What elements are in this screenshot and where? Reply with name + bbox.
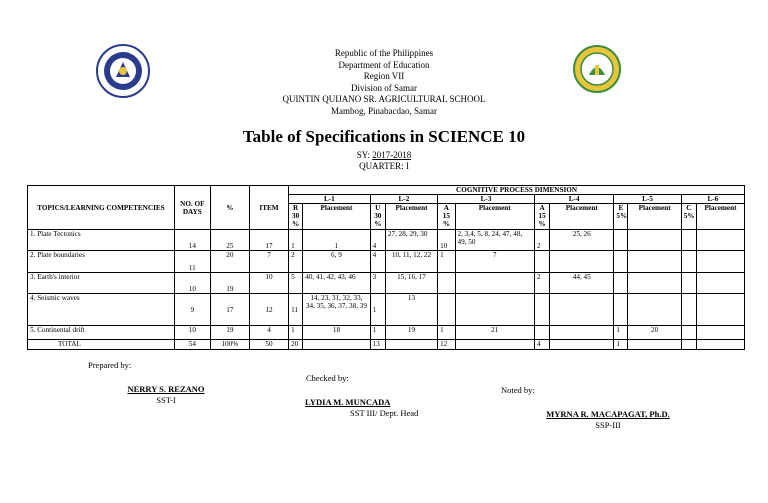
- cell: [681, 230, 696, 251]
- days-cell: 10: [174, 273, 210, 294]
- cell: [614, 251, 628, 273]
- cell: [697, 326, 745, 340]
- header-level-1: L-1: [289, 195, 371, 204]
- checked-label: Checked by:: [306, 373, 349, 383]
- cell: [697, 273, 745, 294]
- header-topics: TOPICS/LEARNING COMPETENCIES: [28, 186, 175, 230]
- sy-value: 2017-2018: [372, 150, 412, 160]
- cell: 20: [628, 326, 681, 340]
- cell: [614, 294, 628, 326]
- table-row: [28, 326, 745, 340]
- header-sub: U 30 %: [370, 204, 385, 230]
- header-sub: Placement: [303, 204, 370, 230]
- cell: [681, 294, 696, 326]
- cell: 1: [614, 326, 628, 340]
- cell: 10: [438, 230, 455, 251]
- cell: [550, 294, 614, 326]
- cell: 11: [289, 294, 303, 326]
- total-item: 50: [249, 340, 288, 350]
- item-cell: 7: [249, 251, 288, 273]
- header-sub: R 30 %: [289, 204, 303, 230]
- header-sub: Placement: [455, 204, 534, 230]
- item-cell: 10: [249, 273, 288, 294]
- cell: [614, 273, 628, 294]
- noted-label: Noted by:: [501, 385, 535, 395]
- header-line: Region VII: [363, 71, 405, 81]
- cell: 5: [289, 273, 303, 294]
- document-header: [0, 48, 768, 117]
- prepared-name: NERRY S. REZANO: [127, 384, 205, 394]
- prepared-label: Prepared by:: [88, 360, 132, 370]
- cell: [550, 251, 614, 273]
- cell: 1: [289, 326, 303, 340]
- cell: 2: [534, 273, 549, 294]
- cell: 4: [370, 230, 385, 251]
- document-title: Table of Specifications in SCIENCE 10: [242, 127, 526, 146]
- cell: 10, 11, 12, 22: [385, 251, 437, 273]
- cell: 1: [438, 326, 455, 340]
- header-sub: Placement: [628, 204, 681, 230]
- cell: [697, 340, 745, 350]
- cell: [681, 340, 696, 350]
- cell: 19: [385, 326, 437, 340]
- cell: [681, 251, 696, 273]
- cell: [438, 273, 455, 294]
- header-level-2: L-2: [370, 195, 437, 204]
- cell: [534, 251, 549, 273]
- total-percent: 100%: [210, 340, 249, 350]
- prepared-title: SST-I: [156, 395, 176, 405]
- days-cell: 10: [174, 326, 210, 340]
- cell: 2: [289, 251, 303, 273]
- cell: 13: [385, 294, 437, 326]
- cell: 2, 3,4, 5, 8, 24, 47, 48, 49, 50: [455, 230, 534, 251]
- days-cell: 9: [174, 294, 210, 326]
- cell: [628, 273, 681, 294]
- percent-cell: 20: [210, 251, 249, 273]
- cell: [550, 340, 614, 350]
- header-sub: A 15 %: [534, 204, 549, 230]
- percent-cell: 19: [210, 326, 249, 340]
- cell: [697, 251, 745, 273]
- cell: [534, 326, 549, 340]
- cell: [628, 230, 681, 251]
- header-item: ITEM: [249, 186, 288, 230]
- sy-label: SY:: [356, 150, 370, 160]
- cell: [681, 326, 696, 340]
- cell: 2: [534, 230, 549, 251]
- cell: 1: [289, 230, 303, 251]
- cell: [628, 294, 681, 326]
- header-line: QUINTIN QUIJANO SR. AGRICULTURAL SCHOOL: [282, 94, 486, 104]
- cell: [455, 340, 534, 350]
- table-row: [28, 251, 745, 273]
- cell: [385, 340, 437, 350]
- total-label: TOTAL: [28, 340, 175, 350]
- item-cell: 12: [249, 294, 288, 326]
- header-percent: %: [210, 186, 249, 230]
- school-year-block: [0, 150, 768, 172]
- cell: 18: [303, 326, 370, 340]
- cell: 1: [614, 340, 628, 350]
- table-row: [28, 273, 745, 294]
- cell: [681, 273, 696, 294]
- topic-cell: 3. Earth's interior: [28, 273, 175, 294]
- topic-cell: 4. Seismic waves: [28, 294, 175, 326]
- header-level-5: L-5: [614, 195, 681, 204]
- cell: 1: [370, 294, 385, 326]
- cell: [697, 294, 745, 326]
- total-days: 54: [174, 340, 210, 350]
- cell: 40, 41, 42, 43, 46: [303, 273, 370, 294]
- header-line: Mambog, Pinabacdao, Samar: [331, 105, 437, 116]
- cell: 21: [455, 326, 534, 340]
- header-level-6: L-6: [681, 195, 744, 204]
- header-cognitive: COGNITIVE PROCESS DIMENSION: [289, 186, 745, 195]
- cell: [614, 230, 628, 251]
- header-sub: Placement: [385, 204, 437, 230]
- header-line: Department of Education: [338, 59, 430, 70]
- topic-cell: 2. Plate boundaries: [28, 251, 175, 273]
- cell: 6, 9: [303, 251, 370, 273]
- header-level-4: L-4: [534, 195, 613, 204]
- item-cell: 4: [249, 326, 288, 340]
- cell: 44, 45: [550, 273, 614, 294]
- cell: [550, 326, 614, 340]
- cell: [534, 294, 549, 326]
- header-sub: E 5%: [614, 204, 628, 230]
- header-sub: Placement: [550, 204, 614, 230]
- checked-name: LYDIA M. MUNCADA: [305, 397, 391, 407]
- header-sub: Placement: [697, 204, 745, 230]
- header-sub: A 15 %: [438, 204, 455, 230]
- header-line: Division of Samar: [351, 82, 417, 93]
- header-sub: C 5%: [681, 204, 696, 230]
- noted-title: SSP-III: [595, 420, 621, 430]
- days-cell: 14: [174, 230, 210, 251]
- cell: 14, 23, 31, 32, 33, 34, 35, 36, 37, 38, 39: [303, 294, 370, 326]
- cell: [628, 340, 681, 350]
- cell: 20: [289, 340, 303, 350]
- days-cell: 11: [174, 251, 210, 273]
- prepared-block: [116, 384, 216, 406]
- table-row: [28, 230, 745, 251]
- cell: 15, 16, 17: [385, 273, 437, 294]
- cell: 4: [370, 251, 385, 273]
- quarter-label: QUARTER: I: [359, 161, 409, 171]
- cell: 13: [370, 340, 385, 350]
- cell: 25, 26: [550, 230, 614, 251]
- cell: [455, 273, 534, 294]
- percent-cell: 25: [210, 230, 249, 251]
- percent-cell: 19: [210, 273, 249, 294]
- cell: 4: [534, 340, 549, 350]
- checked-title: SST III/ Dept. Head: [350, 408, 419, 418]
- noted-block: [533, 409, 683, 431]
- cell: [303, 340, 370, 350]
- item-cell: 17: [249, 230, 288, 251]
- cell: 1: [303, 230, 370, 251]
- table-total-row: [28, 340, 745, 350]
- cell: [455, 294, 534, 326]
- noted-name: MYRNA R. MACAPAGAT, Ph.D.: [546, 409, 670, 419]
- cell: 27, 28, 29, 30: [385, 230, 437, 251]
- cell: 7: [455, 251, 534, 273]
- topic-cell: 5. Continental drift: [28, 326, 175, 340]
- topic-cell: 1. Plate Tectonics: [28, 230, 175, 251]
- cell: [628, 251, 681, 273]
- checked-block: [305, 397, 418, 419]
- cell: 12: [438, 340, 455, 350]
- header-days: NO. OF DAYS: [174, 186, 210, 230]
- percent-cell: 17: [210, 294, 249, 326]
- table-row: [28, 294, 745, 326]
- cell: 3: [370, 273, 385, 294]
- cell: 1: [370, 326, 385, 340]
- header-level-3: L-3: [438, 195, 535, 204]
- cell: [438, 294, 455, 326]
- specifications-table: [27, 185, 745, 350]
- cell: [697, 230, 745, 251]
- header-line: Republic of the Philippines: [334, 48, 434, 58]
- cell: 1: [438, 251, 455, 273]
